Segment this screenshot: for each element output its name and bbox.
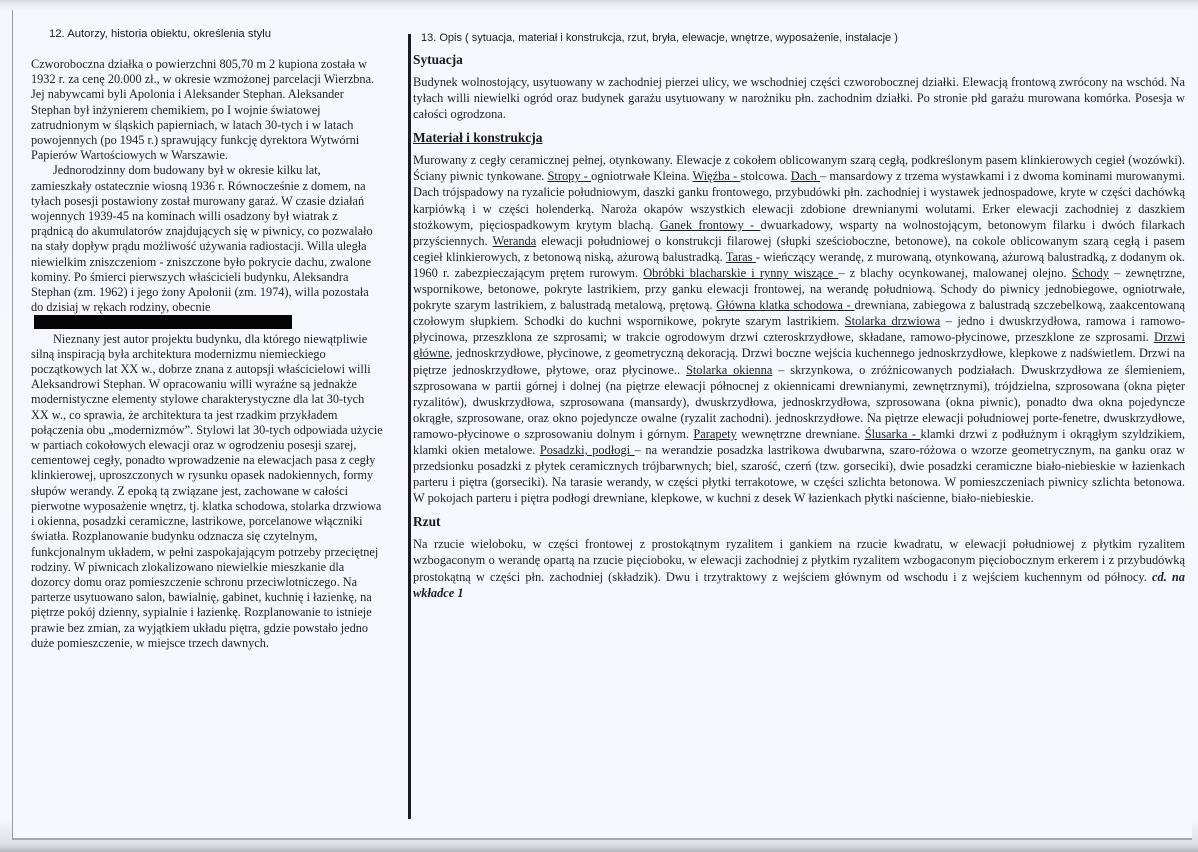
material-segment: ogniotrwałe Kleina. — [591, 169, 693, 184]
rzut-text — [413, 536, 1185, 600]
rzut-title: Rzut — [413, 514, 441, 530]
history-paragraph-3: Nieznany jest autor projektu budynku, dla którego niewątpliwie silną inspiracją była architektura modernizmu niemieckiego początkowych lat XX w., dobrze znana z autopsji właścicielowi willi Aleksandrowi Stephan. W opracowaniu willi wyraźne są jednakże modernistyczne elementy stylowe charakterystyczne dla lat 30-tych XX w., co sprawia, że architektura ta jest rzadkim przykładem połączenia obu „modernizmów”. Stylowi lat 30-tych odpowiada użycie w partiach cokołowych elewacji oraz w ogrodzeniu posesji szarej, cementowej cegły, ponadto wprowadzenie na elewacjach pasa z cegły klinkierowej, uproszczonych w rysunku opasek nadokiennych, formy słupów werandy. Z epoką tą związane jest, zachowane w całości pierwotne wyposażenie wnętrz, tj. klatka schodowa, stolarka drzwiowa i okienna, posadzki ceramiczne, lastrikowe, porcelanowe włączniki światła. Rozplanowanie budynku odznacza się czytelnym, funkcjonalnym układem, w pełni zaspokajającym potrzeby przeciętnej rodziny. W piwnicach zlokalizowano niewielkie mieszkanie dla dozorcy domu oraz pomieszczenie schronu przeciwlotniczego. Na parterze usytuowano salon, bawialnię, gabinet, kuchnię i łazienkę, na piętrze pokój dzienny, sypialnie i łazienkę. Rozplanowanie to istnieje prawie bez zmian, za wyjątkiem układu piętra, gdzie powstało jedno duże pomieszczenie, w miejsce trzech dawnych. — [31, 331, 383, 650]
material-subheading: Posadzki, podłogi — [539, 442, 635, 457]
material-subheading: Ślusarka - — [864, 426, 921, 441]
history-paragraph-1: Czworoboczna działka o powierzchni 805,70 m 2 kupiona została w 1932 r. za cenę 20.000 zł., w okresie wzmożonej parcelacji Wierzbna. Jej nabywcami byli Apolonia i Aleksander Stephan. Aleksander Stephan był inżynierem chemikiem, po I wojnie światowej zatrudnionym w śląskich papierniach, w latach 30-tych i w latach powojennych (po 1945 r.) sprawujący funkcję dyrektora Wytwórni Papierów Wartościowych w Warszawie. — [31, 57, 375, 163]
section-13-heading: 13. Opis ( sytuacja, materiał i konstrukcja, rzut, bryła, elewacje, wnętrze, wyposażenie, instalacje ) — [421, 32, 898, 44]
material-segment: dwuarkadowy, wsparty na wolnostojącym, betonowym filarku i dwóch filarkach przyściennych. — [413, 217, 1185, 248]
material-subheading: Stolarka drzwiowa — [844, 314, 941, 329]
material-subheading: Dach — [790, 169, 821, 184]
material-segment: – jedno i dwuskrzydłowa, ramowa i ramowo-płycinowa, przeszklona ze szprosami; w trakcie ogrodowym drzwi czteroskrzydłowe, składane, ramowo-płycinowe, przeszklone ze szprosami. — [413, 314, 1185, 345]
material-subheading: Główna klatka schodowa - — [716, 298, 855, 313]
section-12-heading: 12. Autorzy, historia obiektu, określenia stylu — [49, 28, 272, 40]
material-subheading: Parapety — [693, 426, 737, 441]
material-subheading: Stropy - — [547, 169, 592, 184]
material-segment: – z blachy ocynkowanej, malowanej olejno. — [838, 265, 1072, 280]
material-segment: elewacji południowej o konstrukcji filarowej (słupki sześcioboczne, betonowe), na cokole oblicowanym szarą cegłą i pasem cegieł klinkierowych, z betonową niską, ażurową balustradką. — [413, 233, 1185, 264]
material-segment: , jednoskrzydłowe, płycinowe, z geometryczną dekoracją. Drzwi boczne wejścia kuchennego jednoskrzydłowe, klepkowe z nadświetlem. Drzwi na piętrze jednoskrzydłowe, płytowe, oraz płycinowe.. — [413, 346, 1185, 377]
material-segment: drewniana, zabiegowa z balustradą szczebelkową, zaakcentowaną czołowym słupkiem. Schodki do kuchni wspornikowe, pokryte szarym lastrikiem. — [413, 298, 1185, 329]
continuation-note: cd. na wkładce 1 — [413, 569, 1185, 600]
material-title: Materiał i konstrukcja — [413, 130, 543, 146]
material-segment: wewnętrzne drewniane. — [736, 426, 865, 441]
sytuacja-title: Sytuacja — [413, 52, 463, 67]
history-paragraph-2 — [31, 163, 383, 331]
sytuacja-text: Budynek wolnostojący, usytuowany w zachodniej pierzei ulicy, we wschodniej części czworobocznej działki. Elewacją frontową zwrócony na wschód. Na tyłach willi niewielki ogród oraz budynek garażu usytuowany w narożniku płn. zachodnim działki. Po stronie płd garażu murowana komórka. Posesja w całości ogrodzona. — [413, 75, 1185, 122]
material-subheading: Ganek frontowy - — [659, 217, 761, 232]
material-segment: stolcowa. — [740, 169, 791, 184]
material-segment: - wieńczący werandę, z murowaną, otynkowaną, ażurową balustradką, z dodanym ok. 1960 r. zabezpieczającym prętem rurowym. — [413, 249, 1185, 280]
material-segment: – skrzynkowa, o zróżnicowanych podziałach. Dwuskrzydłowa ze ślemieniem, szprosowana w partii górnej i dolnej (na piętrze elewacji północnej z okiennicami drewnianymi, zewnętrznymi), trójdzielna, szprosowana (okna pięter ryzalitów), dwuskrzydłowa, szprosowana (mansardy), dwuskrzydłowa, jednoskrzydłowa, szprosowana (okna piwnic), ponadto dwa okna pojedyncze okrągłe, szprosowane, oraz okno pojedyncze owalne (ryzalit zachodni). jednoskrzydłowe. Na piętrze elewacji południowej porte-fenetre, dwuskrzydłowe, ramowo-płycinowe o szprosowaniu dolnym i górnym. — [413, 362, 1185, 441]
section-12-history — [13, 10, 397, 840]
material-segment: – na werandzie posadzka lastrikowa dwubarwna, szaro-różowa o wzorze geometrycznym, na ganku oraz w przedsionku posadzki z płytek ceramicznych trójbarwnych; biel, szarość, czerń (tzw. gorseciki), dwie posadzki ceramiczne biało-niebieskie w łazienkach parteru i piętra (gorseciki). Na tarasie werandy, w części płytki terrakotowe, w części szlichta betonowa. W pomieszczeniach piwnicy szlichta betonowa. W pokojach parteru i piętra podłogi drewniane, klepkowe, w kuchni z desek W łazienkach płytki naścienne, biało-niebieskie. — [413, 442, 1185, 506]
material-subheading: Więźba - — [692, 169, 741, 184]
material-subheading: Stolarka okienna — [685, 362, 773, 377]
history-text — [31, 57, 383, 651]
history-paragraph-2-text: Jednorodzinny dom budowany był w okresie kilku lat, zamieszkały ostatecznie wiosną 1936 r. Równocześnie z domem, na tyłach posesji postawiony został murowany garaż. W czasie działań wojennych 1939-45 na kominach willi osadzony był wiatrak z prądnicą do akumulatorów znajdujących się w piwnicy, co pozwalało na stały dopływ prądu możliwość używania radiostacji. Willa uległa niewielkim zniszczeniom - zniszczone było pokrycie dachu, zwalone kominy. Po śmierci pierwszych właścicieli budynku, Aleksandra Stephan (zm. 1962) i jego żony Apolonii (zm. 1974), willa pozostała do dzisiaj w rękach rodziny, obecnie — [31, 163, 373, 315]
section-13-description — [411, 10, 1185, 840]
material-segment: – zewnętrzne, wspornikowe, betonowe, pokryte lastrikiem, przy ganku elewacji frontowej, na werandę południową. Schody do piwnicy jednobiegowe, ogniotrwałe, pokryte szarym lastrikiem, z balustradą metalową, prętową. — [413, 265, 1185, 313]
material-subheading: Weranda — [492, 233, 537, 248]
material-subheading: Schody — [1071, 265, 1109, 280]
material-segment: Murowany z cegły ceramicznej pełnej, otynkowany. Elewacje z cokołem oblicowanym szarą cegłą, podkreślonym pasem klinkierowych cegieł (wozówki). Ściany piwnic tynkowane. — [413, 153, 1185, 184]
form-page — [12, 10, 1192, 840]
material-text — [413, 152, 1185, 506]
redaction-bar — [34, 315, 292, 329]
material-subheading: Obróbki blacharskie i rynny wiszące — [643, 265, 839, 280]
rzut-body: Na rzucie wieloboku, w części frontowej z prostokątnym ryzalitem i gankiem na rzucie kwadratu, w elewacji południowej z płytkim ryzalitem wzbogaconym o werandę opartą na rzucie pięcioboku, w elewacji zachodniej z płytkim ryzalitem wzbogaconym pięciobocznym erkerem i z przybudówką prostokątną w części płn. zachodniej (składzik). Dwu i trzytraktowy z wejściem głównym od wschodu i z wejściem kuchennym od północy. — [413, 537, 1185, 584]
material-segment: – mansardowy z trzema wystawkami i z dwoma kominami murowanymi. Dach trójspadowy na ryzalicie południowym, daszki ganku frontowego, przybudówki płn. zachodniej i wystawek jednospadowe, kryte w części dachówką karpiówką i w części holenderką. Naroża okapów wszystkich elewacji zdobione drewnianymi wolutami. Erker elewacji zachodniej z daszkiem stożkowym, pięciospadkowym krytym blachą. — [413, 169, 1185, 232]
material-subheading: Drzwi główne — [413, 330, 1185, 361]
material-subheading: Taras — [725, 249, 756, 264]
material-segment: klamki drzwi z podłużnym i okrągłym szyldzikiem, klamki okien metalowe. — [413, 426, 1185, 457]
